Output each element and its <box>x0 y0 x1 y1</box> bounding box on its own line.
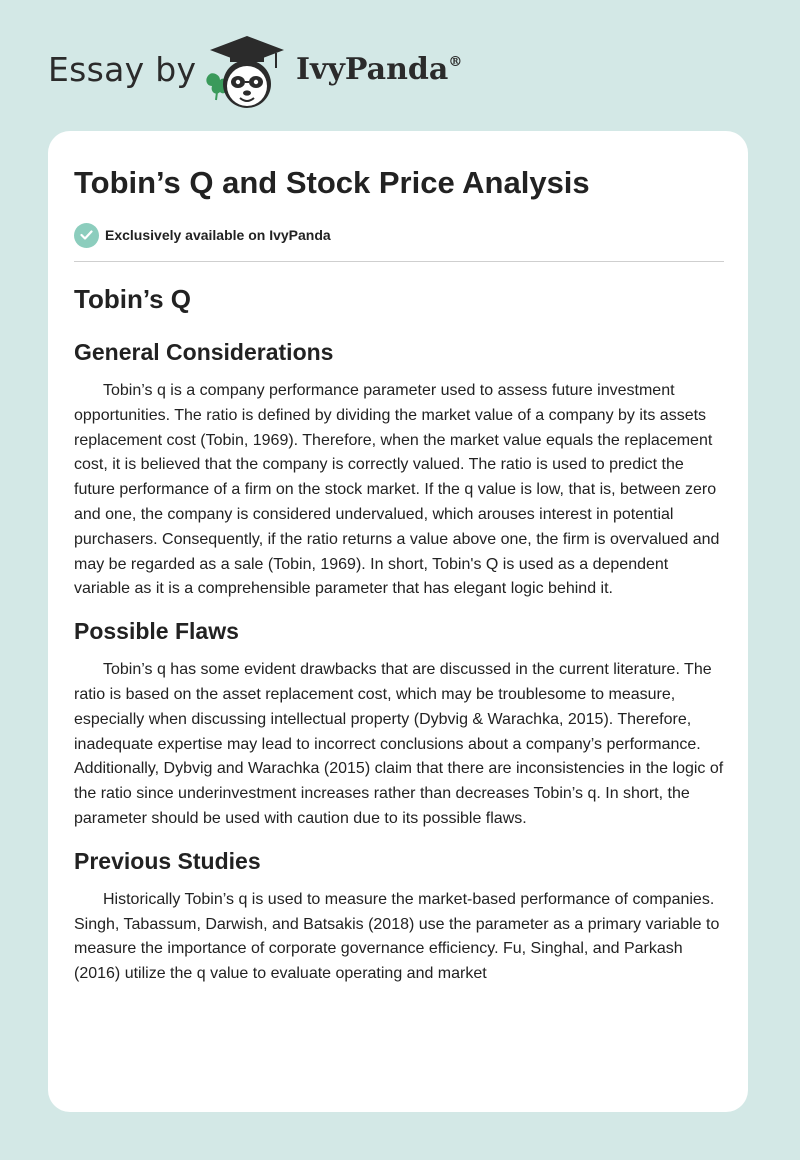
subsection-heading-previous-studies: Previous Studies <box>74 847 261 874</box>
essay-body <box>74 283 724 1001</box>
subsection-heading-possible-flaws: Possible Flaws <box>74 618 239 645</box>
section-heading: Tobin’s Q <box>74 284 191 314</box>
essay-card <box>48 131 748 1112</box>
site-header <box>0 0 800 130</box>
subsection-heading-general-considerations: General Considerations <box>74 339 334 365</box>
essay-title: Tobin’s Q and Stock Price Analysis <box>74 165 590 200</box>
divider <box>74 261 724 262</box>
registered-mark: ® <box>448 54 463 70</box>
panda-graduate-icon[interactable] <box>202 34 292 112</box>
brand-name[interactable]: IvyPanda® <box>296 52 463 87</box>
paragraph-general-considerations: Tobin’s q is a company performance parameter used to assess future investment opportunities. The ratio is defined by dividing the market value of a company by its assets replacement cost (Tobin, 1969). Therefore, when the market value equals the replacement cost, it is believed that the company is correctly valued. The ratio is used to predict the future performance of a firm on the stock market. If the q value is low, that is, between zero and one, the company is considered undervalued, which arouses interest in potential purchasers. Consequently, if the ratio returns a value above one, the firm is overvalued and may be regarded as a sale (Tobin, 1969). In short, Tobin's Q is used as a dependent variable as it is a comprehensible parameter that has elegant logic behind it. <box>74 382 720 598</box>
exclusive-badge <box>74 222 331 248</box>
check-circle-icon <box>74 223 99 248</box>
paragraph-possible-flaws: Tobin’s q has some evident drawbacks that are discussed in the current literature. The ratio is based on the asset replacement cost, which may be troublesome to measure, especially when discussing intellectual property (Dybvig & Warachka, 2015). Therefore, inadequate expertise may lead to incorrect conclusions about a company’s performance. Additionally, Dybvig and Warachka (2015) claim that there are inconsistencies in the logic of the ratio since underinvestment increases rather than decreases Tobin’s q. In short, the parameter should be used with caution due to its possible flaws. <box>74 661 724 827</box>
brand-prefix: Essay by <box>48 50 197 89</box>
exclusive-badge-label: Exclusively available on IvyPanda <box>105 227 331 243</box>
paragraph-previous-studies: Historically Tobin’s q is used to measure the market-based performance of companies. Singh, Tabassum, Darwish, and Batsakis (2018) use the parameter as a primary variable to measure the importance of corporate governance efficiency. Fu, Singhal, and Parkash (2016) utilize the q value to evaluate operating and market <box>74 890 720 983</box>
